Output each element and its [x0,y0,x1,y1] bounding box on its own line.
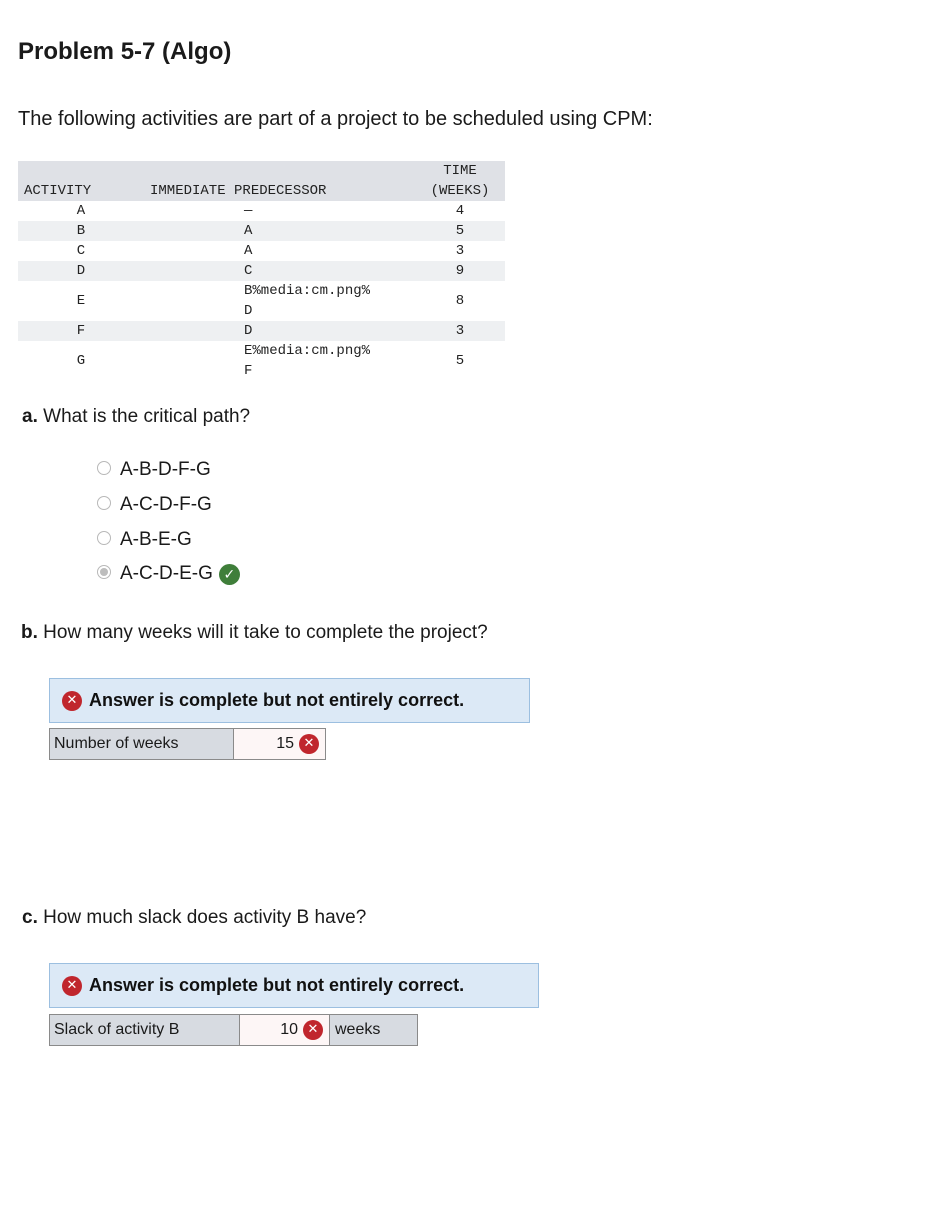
cell-time: 3 [415,321,505,341]
answer-unit: weeks [330,1014,418,1046]
table-row [18,261,505,281]
answer-row-weeks [49,728,326,760]
cell-time: 5 [455,353,465,369]
feedback-banner-b [49,678,530,723]
cell-time: 5 [415,221,505,241]
table-header-row [18,161,505,201]
cell-activity: G [76,353,86,369]
table-row [18,281,505,321]
table-row [18,201,505,221]
radio-button-selected[interactable] [97,565,111,579]
question-c [22,907,366,929]
predecessor-line: B%media:cm.png% [244,283,371,299]
feedback-text: Answer is complete but not entirely correct. [89,975,465,995]
question-b [21,622,488,644]
predecessor-line: D [244,303,253,319]
slack-input[interactable] [240,1014,330,1046]
option-a-c-d-f-g[interactable] [97,488,240,523]
predecessor-line: E%media:cm.png% [244,343,371,359]
activity-table [18,161,505,381]
cell-time: 3 [455,243,465,259]
cell-time: 4 [455,203,465,219]
cell-activity: E [76,293,86,309]
answer-label: Slack of activity B [49,1014,240,1046]
header-time [415,161,505,201]
cell-activity: A [76,203,86,219]
header-activity: ACTIVITY [18,161,144,201]
predecessor-line: A [244,243,253,259]
option-a-c-d-e-g[interactable] [97,557,240,592]
answer-row-slack [49,1014,418,1046]
header-time-line2: (WEEKS) [430,183,490,199]
cell-predecessor [144,261,415,281]
question-a-text: What is the critical path? [43,406,251,427]
predecessor-line: A [244,223,253,239]
answer-value: 15 [276,735,294,752]
option-label: A-B-E-G [120,528,192,550]
critical-path-options [97,453,240,592]
predecessor-line: D [244,323,253,339]
option-a-b-d-f-g[interactable] [97,453,240,488]
answer-value: 10 [280,1021,298,1038]
option-a-b-e-g[interactable] [97,522,240,557]
answer-label: Number of weeks [49,728,234,760]
predecessor-line: C [244,263,253,279]
option-label: A-C-D-F-G [120,494,212,516]
cell-predecessor [144,341,415,381]
cell-activity: B [18,221,144,241]
table-row [18,241,505,261]
cell-predecessor [144,281,415,321]
feedback-banner-c [49,963,539,1008]
cell-predecessor [144,321,415,341]
table-row [18,221,505,241]
page-title: Problem 5-7 (Algo) [18,38,232,65]
check-circle-icon: ✓ [219,564,240,585]
cell-predecessor [144,201,415,221]
question-b-letter: b. [21,622,38,643]
cell-activity: D [18,261,144,281]
radio-button[interactable] [97,461,111,475]
cell-predecessor [144,221,415,241]
table-row [18,321,505,341]
cell-activity: C [76,243,86,259]
question-a [22,406,250,428]
question-c-text: How much slack does activity B have? [43,907,367,928]
feedback-text: Answer is complete but not entirely correct. [89,690,465,710]
question-c-letter: c. [22,907,38,928]
question-b-text: How many weeks will it take to complete the project? [43,622,488,643]
table-row [18,341,505,381]
option-label: A-C-D-E-G [120,563,213,585]
problem-intro: The following activities are part of a project to be scheduled using CPM: [18,108,653,130]
radio-button[interactable] [97,496,111,510]
radio-button[interactable] [97,531,111,545]
predecessor-line: — [244,203,253,219]
x-circle-icon: ✕ [299,734,319,754]
weeks-input[interactable] [234,728,326,760]
cell-predecessor [144,241,415,261]
cell-time: 9 [415,261,505,281]
option-label: A-B-D-F-G [120,459,211,481]
x-circle-icon: ✕ [62,976,82,996]
cell-time: 8 [455,293,465,309]
predecessor-line: F [244,363,253,379]
x-circle-icon: ✕ [303,1020,323,1040]
header-predecessor: IMMEDIATE PREDECESSOR [144,161,415,201]
question-a-letter: a. [22,406,38,427]
cell-activity: F [18,321,144,341]
x-circle-icon: ✕ [62,691,82,711]
header-time-line1: TIME [443,163,477,179]
